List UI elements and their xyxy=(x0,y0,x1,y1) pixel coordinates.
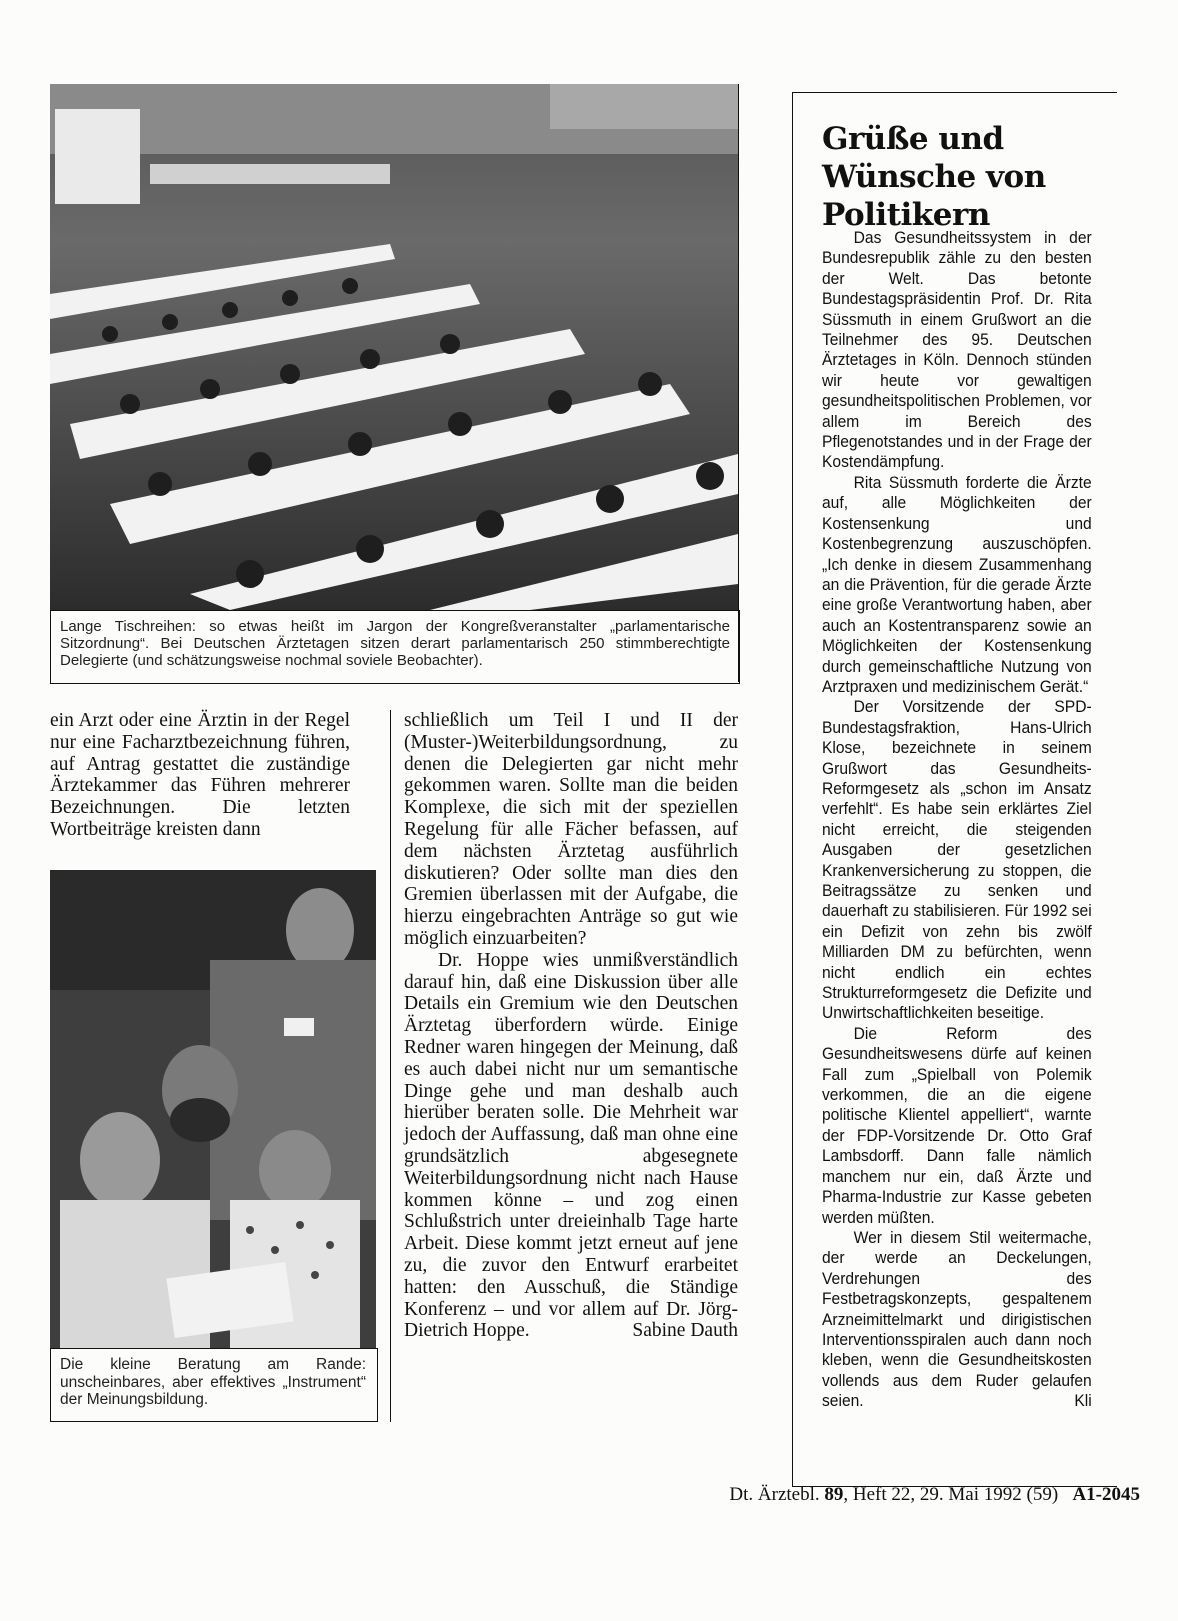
photo2-caption: Die kleine Beratung am Rande: unscheinbares, aber effektives „Instrument“ der Meinungsbildung. xyxy=(60,1356,366,1408)
sidebar-paragraph-5 xyxy=(822,1228,1092,1412)
photo1-caption: Lange Tischreihen: so etwas heißt im Jargon der Kongreßveranstalter „parlamentarische Sitzordnung“. Bei Deutschen Ärztetagen sitzen derart parlamentarisch 250 stimmberechtigte Delegierte (und schätzungsweise nochmal soviele Beobachter). xyxy=(60,618,730,669)
col2-paragraph-1: schließlich um Teil I und II der (Muster-)Weiterbildungsordnung, zu denen die Delegierten gar nicht mehr gekommen waren. Sollte man die beiden Komplexe, die sich mit der speziellen Regelung für alle Fächer befassen, auf dem nächsten Ärztetag ausführlich diskutieren? Oder sollte man dies den Gremien überlassen mit der Aufgabe, die hierzu eingebrachten Anträge so gut wie möglich einzuarbeiten? xyxy=(404,710,738,949)
journal-volume: 89 xyxy=(824,1484,844,1505)
col2-paragraph-2 xyxy=(404,950,738,1342)
photo1-frame-right xyxy=(738,84,739,682)
sidebar-signature: Kli xyxy=(1074,1391,1092,1411)
column-divider xyxy=(390,710,391,1422)
issue-info: , Heft 22, 29. Mai 1992 (59) xyxy=(843,1484,1059,1505)
article-column-1 xyxy=(50,710,350,841)
sidebar-text xyxy=(822,228,1092,1412)
sidebar-paragraph-2: Rita Süssmuth forderte die Ärzte auf, alle Möglichkeiten der Kostensenkung und Kostenbegrenzung auszuschöpfen. „Ich denke in diesem Zusammenhang an die Prävention, für die gerade Ärzte eine große Verantwortung haben, aber auch an Kostentransparenz sowie an Möglichkeiten der Kostensenkung durch gemeinschaftliche Nutzung von Arztpraxen und medizinischem Gerät.“ xyxy=(822,472,1092,696)
sidebar-paragraph-1: Das Gesundheitssystem in der Bundesrepublik zähle zu den besten der Welt. Das betonte Bundestagspräsidentin Prof. Dr. Rita Süssmuth in einem Grußwort an die Teilnehmer des 95. Deutschen Ärztetages in Köln. Dennoch stünden wir heute vor gewaltigen gesundheitspolitischen Problemen, vor allem im Bereich des Pflegenotstandes und in der Frage der Kostendämpfung. xyxy=(822,228,1092,472)
page-number: A1-2045 xyxy=(1072,1484,1140,1505)
sidebar-title: Grüße und Wünsche von Politikern xyxy=(822,121,1046,233)
page-footer xyxy=(660,1484,1140,1506)
journal-name: Dt. Ärztebl. xyxy=(729,1484,820,1505)
sidebar-paragraph-3: Der Vorsitzende der SPD-Bundestagsfraktion, Hans-Ulrich Klose, bezeichnete in seinem Grußwort das Gesundheits-Reformgesetz als „schon im Ansatz verfehlt“. Es habe sein erklärtes Ziel nicht erreicht, die steigenden Ausgaben der gesetzlichen Krankenversicherung zu stoppen, die Beitragssätze zu senken und dauerhaft zu stabilisieren. Für 1992 sei ein Defizit von zehn bis zwölf Milliarden DM zu befürchten, wenn nicht endlich ein echtes Strukturreformgesetz die Defizite und Unwirtschaftlichkeiten beseitige. xyxy=(822,697,1092,1023)
sidebar-paragraph-4: Die Reform des Gesundheitswesens dürfe auf keinen Fall zum „Spielball von Polemik verkommen, die an die eigene politische Klientel appelliert“, warnte der FDP-Vorsitzende Dr. Otto Graf Lambsdorff. Dann falle nämlich manchem nur ein, daß Ärzte und Pharma-Industrie zur Kasse gebeten werden müßten. xyxy=(822,1023,1092,1227)
meeting-photo xyxy=(50,870,376,1348)
sidebar-paragraph-5-text: Wer in diesem Stil weitermache, der werde an Deckelungen, Verdrehungen des Festbetragskonzepts, gespaltenem Arzneimittelmarkt und dirigistischen Interventionsspiralen auch dann noch kleben, wenn die Gesundheitskosten vollends aus dem Ruder gelaufen seien. xyxy=(822,1227,1092,1411)
congress-hall-photo xyxy=(50,84,738,610)
article-column-2 xyxy=(404,710,738,1342)
author-name: Sabine Dauth xyxy=(632,1320,738,1342)
col1-paragraph: ein Arzt oder eine Ärztin in der Regel nur eine Facharztbezeichnung führen, auf Antrag gestattet die zuständige Ärztekammer das Führen mehrerer Bezeichnungen. Die letzten Wortbeiträge kreisten dann xyxy=(50,710,350,840)
col2-paragraph-2-text: Dr. Hoppe wies unmißverständlich darauf hin, daß eine Diskussion über alle Details ein Gremium wie den Deutschen Ärztetag überfordern würde. Einige Redner waren hingegen der Meinung, daß es auch dabei nicht nur um semantische Dinge gehe und man deshalb auch hierüber beraten solle. Die Mehrheit war jedoch der Auffassung, daß man ohne eine grundsätzlich abgesegnete Weiterbildungsordnung nicht nach Hause kommen könne – und zog einen Schlußstrich unter dreieinhalb Tage harte Arbeit. Diese kommt jetzt erneut auf jene zu, die zuvor den Entwurf erarbeitet hatten: den Ausschuß, die Ständige Konferenz – und vor allem auf Dr. Jörg-Dietrich Hoppe. xyxy=(404,949,738,1342)
